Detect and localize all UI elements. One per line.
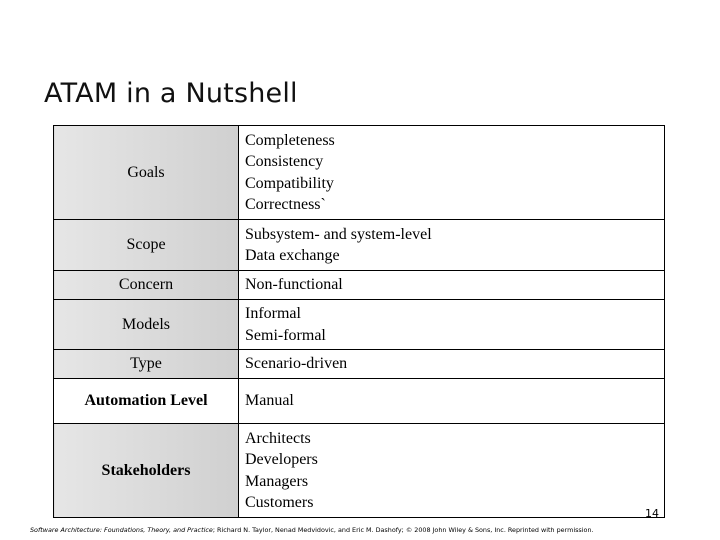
value-text: Managers bbox=[245, 472, 309, 490]
row-label-automation-level: Automation Level bbox=[54, 379, 239, 424]
table-row-goals bbox=[54, 126, 665, 220]
citation-footer bbox=[30, 526, 594, 534]
table-row-concern bbox=[54, 271, 665, 300]
value-text: Compatibility bbox=[245, 174, 334, 192]
citation-details: ; Richard N. Taylor, Nenad Medvidovic, and Eric M. Dashofy; © 2008 John Wiley & Sons, Inc. Reprinted with permission. bbox=[212, 526, 594, 534]
row-label-stakeholders: Stakeholders bbox=[54, 424, 239, 518]
table-row-scope bbox=[54, 220, 665, 271]
table-row-stakeholders bbox=[54, 424, 665, 518]
page-number: 14 bbox=[645, 507, 659, 520]
row-values-goals bbox=[239, 126, 665, 220]
value-text: Developers bbox=[245, 451, 318, 468]
value-text: Correctness` bbox=[245, 196, 326, 213]
value-text: Data exchange bbox=[245, 247, 340, 264]
value-text: Completeness bbox=[245, 131, 335, 149]
value-text: Architects bbox=[245, 429, 311, 447]
value-text: Consistency bbox=[245, 153, 324, 170]
row-label-concern: Concern bbox=[54, 271, 239, 300]
row-label-models: Models bbox=[54, 300, 239, 350]
row-values-type bbox=[239, 350, 665, 379]
atam-summary-table bbox=[53, 125, 665, 518]
value-text: Semi-formal bbox=[245, 326, 326, 344]
value-text: Customers bbox=[245, 494, 314, 511]
citation-book-title: Software Architecture: Foundations, Theory, and Practice bbox=[30, 526, 213, 534]
slide-title: ATAM in a Nutshell bbox=[44, 78, 298, 109]
value-text: Scenario-driven bbox=[245, 355, 348, 373]
table-row-models bbox=[54, 300, 665, 350]
row-label-scope: Scope bbox=[54, 220, 239, 271]
row-values-concern bbox=[239, 271, 665, 300]
value-text: Non-functional bbox=[245, 276, 343, 294]
value-text: Subsystem- and system-level bbox=[245, 225, 432, 243]
row-label-type: Type bbox=[54, 350, 239, 379]
row-values-automation-level bbox=[239, 379, 665, 424]
table-row-type bbox=[54, 350, 665, 379]
value-text: Manual bbox=[245, 392, 294, 410]
row-values-stakeholders bbox=[239, 424, 665, 518]
value-text: Informal bbox=[245, 305, 301, 322]
row-values-models bbox=[239, 300, 665, 350]
row-values-scope bbox=[239, 220, 665, 271]
table-row-automation-level bbox=[54, 379, 665, 424]
row-label-goals: Goals bbox=[54, 126, 239, 220]
